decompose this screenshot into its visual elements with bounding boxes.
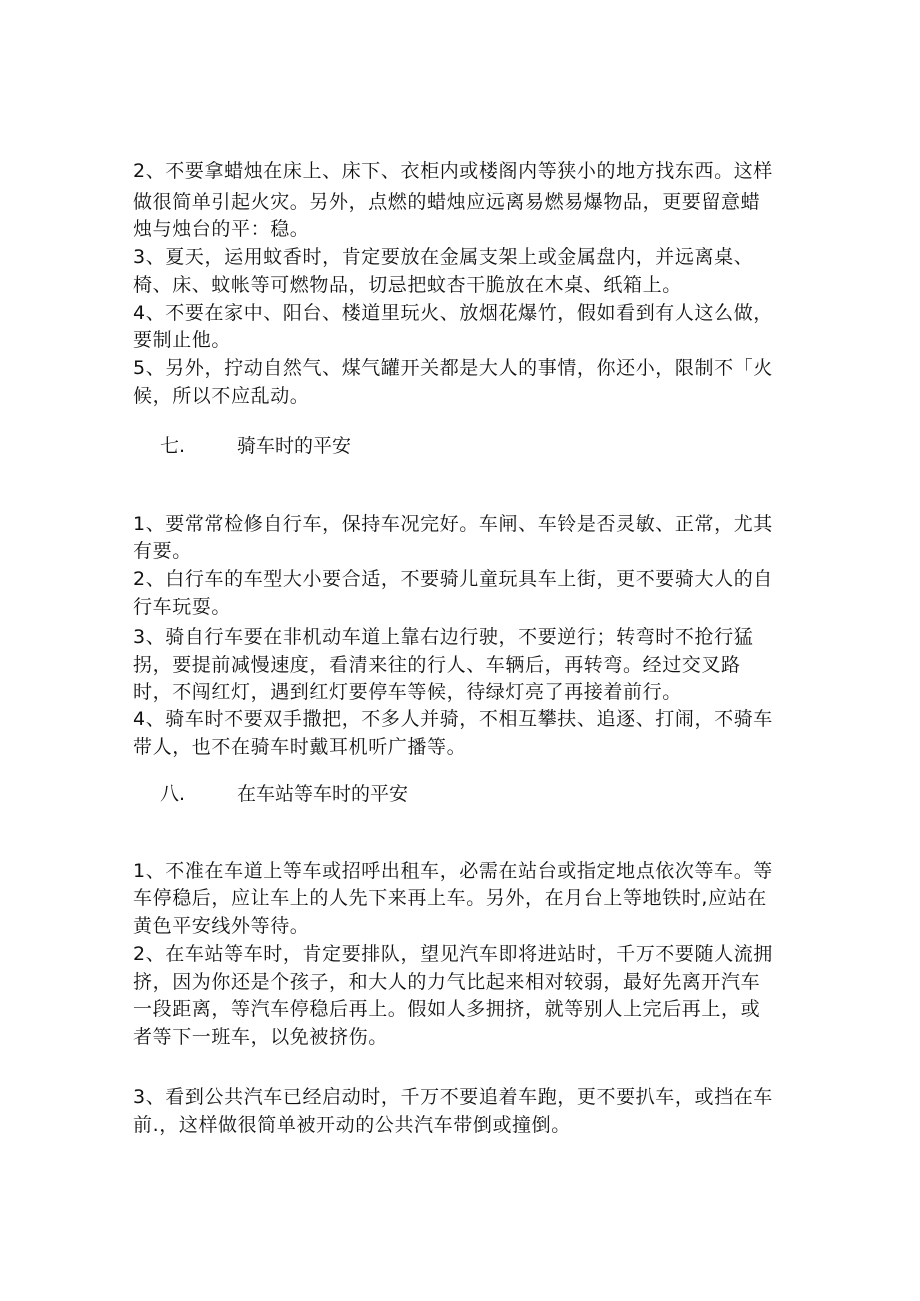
paragraph-line: 挤，因为你还是个孩子，和大人的力气比起来相对较弱，最好先离开汽车 bbox=[133, 971, 761, 993]
paragraph-line: 者等下一班车，以免被挤伤。 bbox=[133, 1026, 388, 1048]
paragraph-line: 有要。 bbox=[133, 540, 192, 562]
paragraph-line: 2、在车站等车时，肯定要排队，望见汽车即将进站时，千万不要随人流拥 bbox=[133, 943, 773, 965]
paragraph-line: 4、不要在家中、阳台、楼道里玩火、放烟花爆竹，假如看到有人这么做， bbox=[133, 302, 773, 324]
paragraph-line: 拐，要提前减慢速度，看清来往的行人、车辆后，再转弯。经过交叉路 bbox=[133, 654, 741, 676]
paragraph-line: 带人，也不在骑车时戴耳机听广播等。 bbox=[133, 736, 467, 758]
section-number: 七. bbox=[160, 435, 186, 457]
paragraph-line: 5、另外，拧动自然气、煤气罐开关都是大人的事情，你还小，限制不「火 bbox=[133, 357, 773, 379]
paragraph-line: 一段距离，等汽车停稳后再上。假如人多拥挤，就等别人上完后再上，或 bbox=[133, 998, 761, 1020]
paragraph-line: 椅、床、蚊帐等可燃物品，切忌把蚊杏干脆放在木桌、纸箱上。 bbox=[133, 274, 682, 296]
paragraph-line: 前.，这样做很简单被开动的公共汽车带倒或撞倒。 bbox=[133, 1114, 571, 1136]
section-heading bbox=[160, 433, 351, 459]
paragraph-line: 行车玩耍。 bbox=[133, 596, 232, 618]
paragraph-line: 烛与烛台的平：稳。 bbox=[133, 218, 310, 240]
paragraph-line: 3、夏天，运用蚊香时，肯定要放在金属支架上或金属盘内，并远离桌、 bbox=[133, 246, 754, 268]
paragraph-line: 候，所以不应乱动。 bbox=[133, 385, 310, 407]
paragraph-line: 1、要常常检修自行车，保持车况完好。车闸、车铃是否灵敏、正常，尤其 bbox=[133, 513, 773, 535]
paragraph-line: 4、骑车时不要双手撒把，不多人并骑，不相互攀扶、追逐、打闹，不骑车 bbox=[133, 708, 773, 730]
paragraph-line: 做很简单引起火灾。另外，点燃的蜡烛应远离易燃易爆物品，更要留意蜡 bbox=[133, 191, 761, 213]
section-title: 骑车时的平安 bbox=[237, 435, 352, 457]
paragraph-line: 3、骑自行车要在非机动车道上靠右边行驶，不要逆行；转弯时不抢行猛 bbox=[133, 626, 754, 648]
paragraph-line: 3、看到公共汽车已经启动时，千万不要追着车跑，更不要扒车，或挡在车 bbox=[133, 1086, 773, 1108]
paragraph-line: 黄色平安线外等待。 bbox=[133, 915, 310, 937]
paragraph-line: 车停稳后，应让车上的人先下来再上车。另外，在月台上等地铁时,应站在 bbox=[133, 887, 767, 909]
section-heading bbox=[160, 781, 408, 807]
paragraph-line: 时，不闯红灯，遇到红灯要停车等候，待绿灯亮了再接着前行。 bbox=[133, 681, 682, 703]
section-number: 八. bbox=[160, 783, 186, 805]
paragraph-line: 要制止他。 bbox=[133, 329, 232, 351]
paragraph-line: 2、白行车的车型大小要合适，不要骑儿童玩具车上街，更不要骑大人的自 bbox=[133, 568, 773, 590]
section-title: 在车站等车时的平安 bbox=[237, 783, 409, 805]
paragraph-line: 2、不要拿蜡烛在床上、床下、衣柜内或楼阁内等狭小的地方找东西。这样 bbox=[133, 160, 773, 182]
paragraph-line: 1、不准在车道上等车或招呼出租车，必需在站台或指定地点依次等车。等 bbox=[133, 860, 773, 882]
